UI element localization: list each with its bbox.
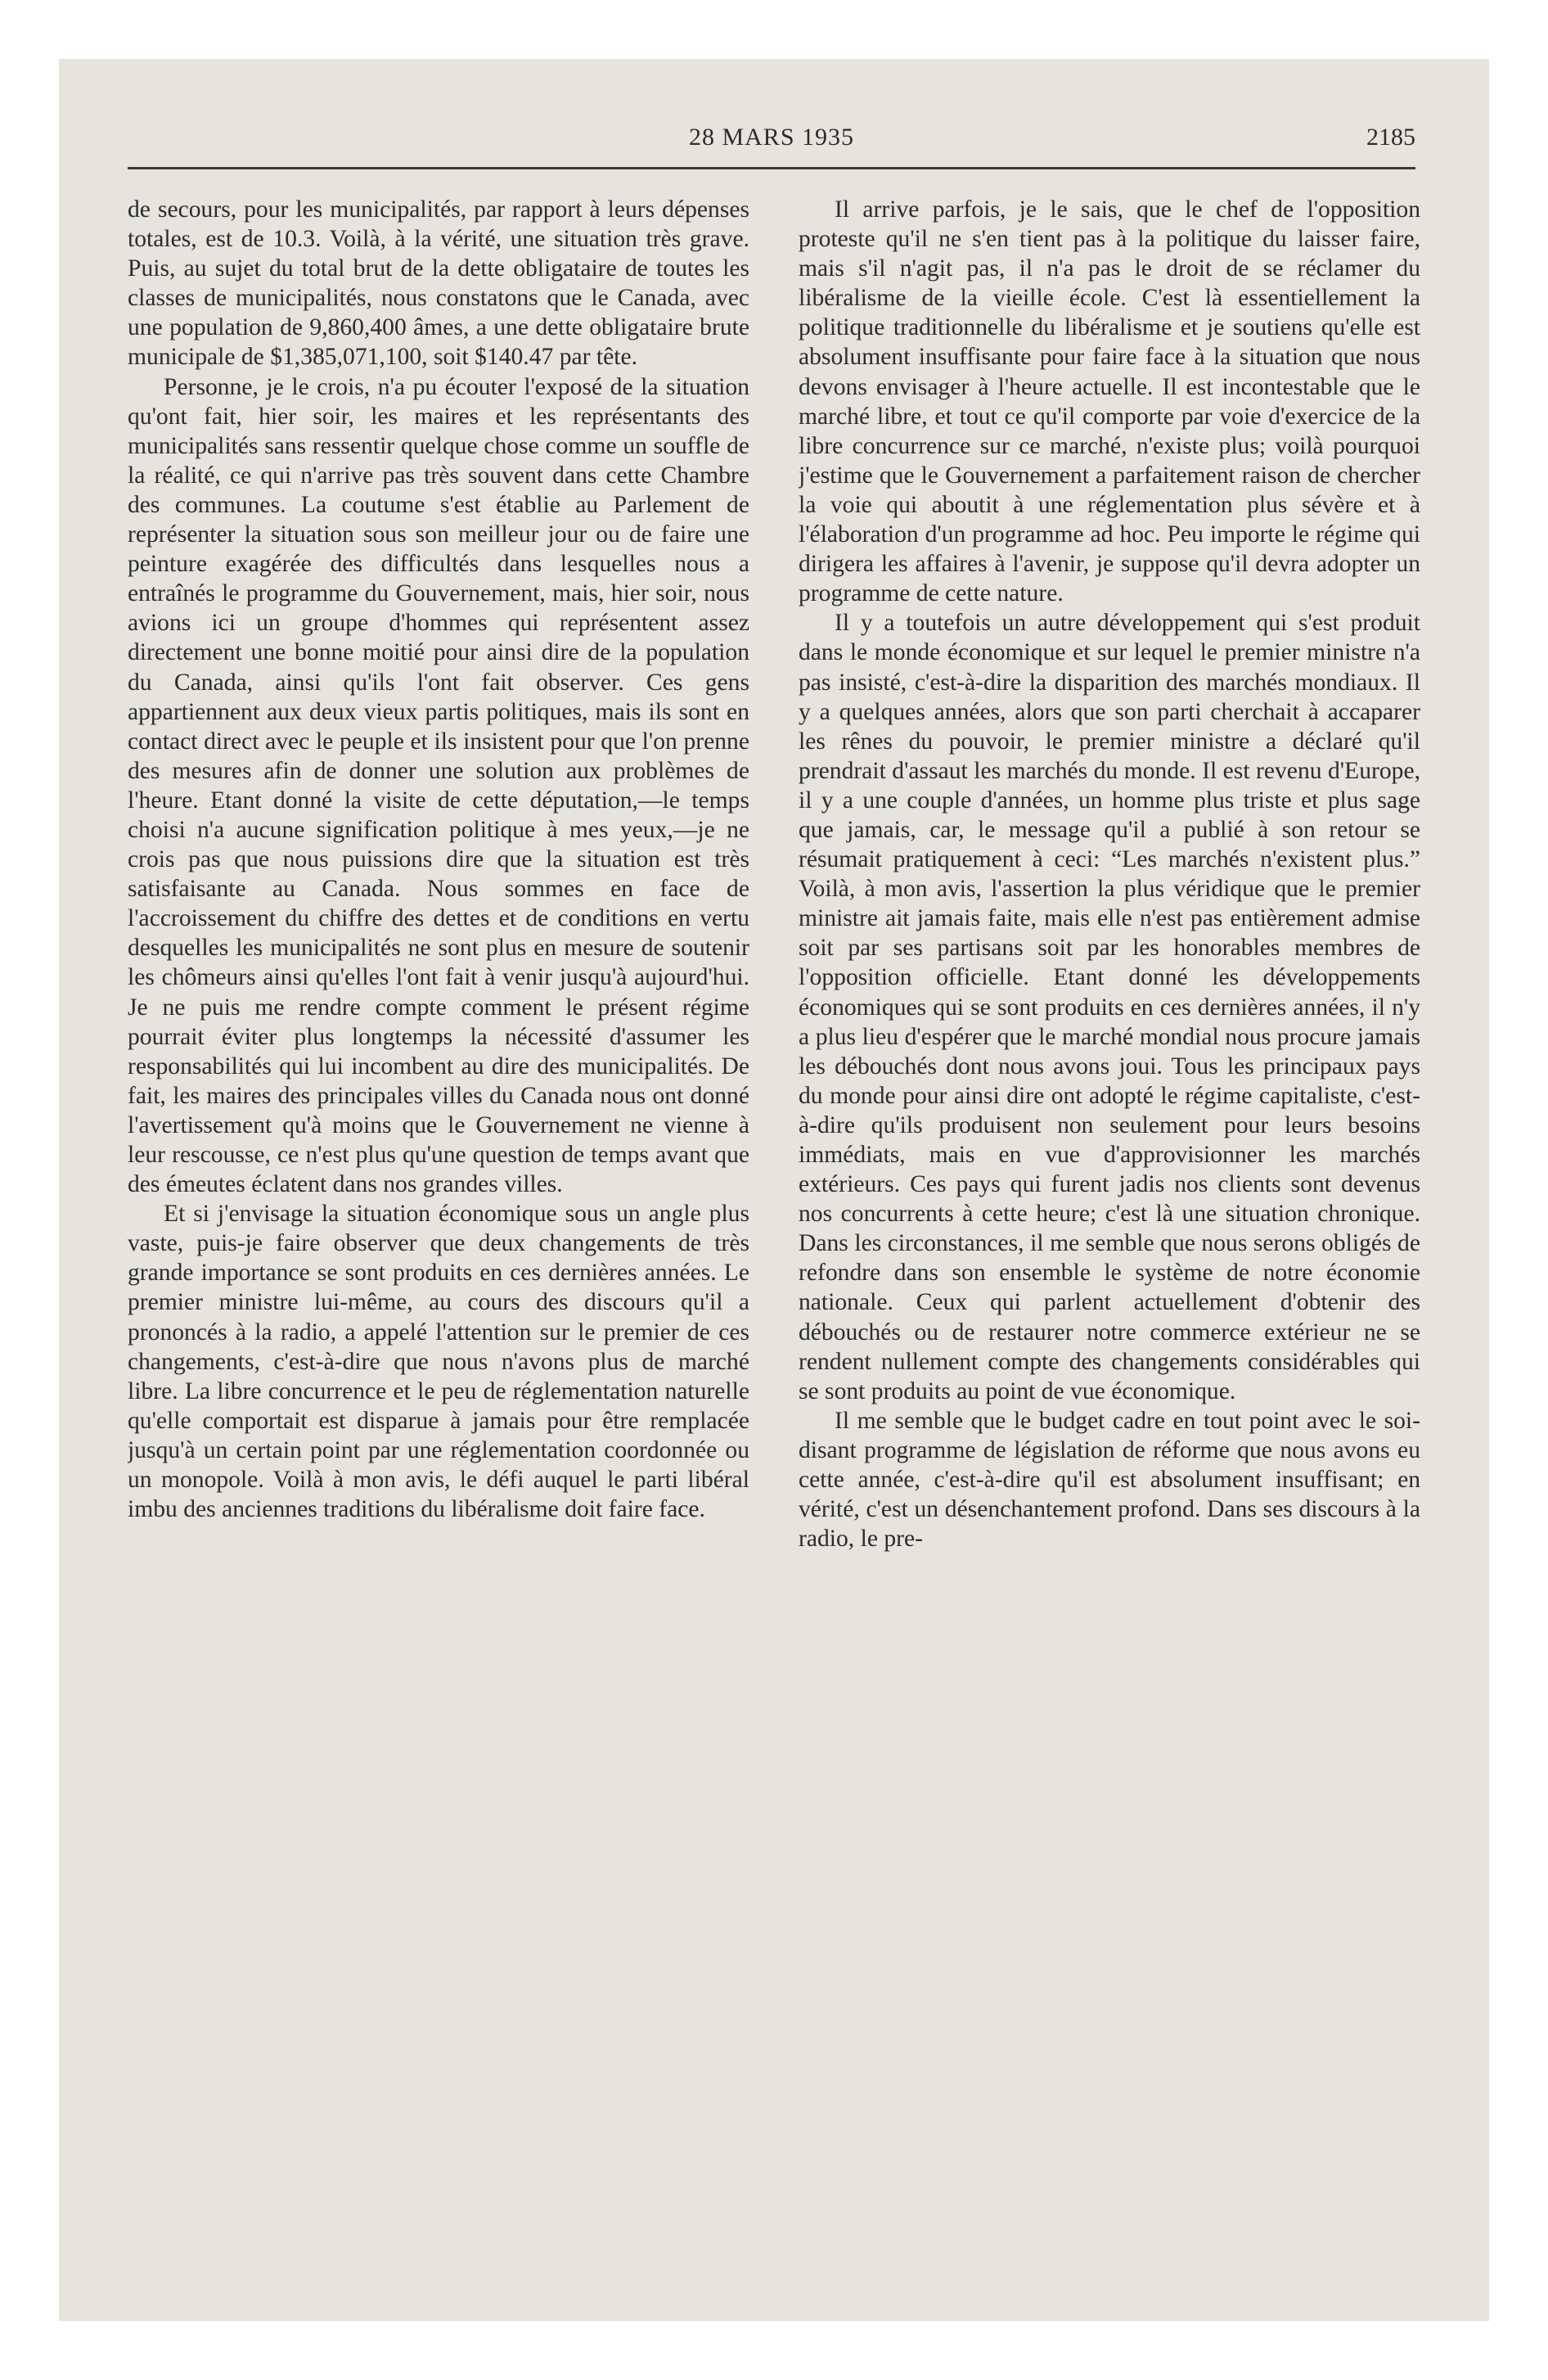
left-column (128, 195, 749, 2241)
right-column (799, 195, 1420, 2241)
paragraph: Et si j'envisage la situation économique sous un angle plus vaste, puis-je faire observer que deux changements de très grande importance se sont produits en ces dernières années. Le premier ministre lui-même, au cours des discours qu'il a prononcés à la radio, a appelé l'attention sur le premier de ces changements, c'est-à-dire que nous n'avons plus de marché libre. La libre concurrence et le peu de réglementation naturelle qu'elle comportait est disparue à jamais pour être remplacée jusqu'à un certain point par une réglementation coordonnée ou un monopole. Voilà à mon avis, le défi auquel le parti libéral imbu des anciennes traditions du libéralisme doit faire face. (128, 1201, 749, 1523)
paragraph: Personne, je le crois, n'a pu écouter l'exposé de la situation qu'ont fait, hier soir, les maires et les représentants des municipalités sans ressentir quelque chose comme un souffle de la réalité, ce qui n'arrive pas très souvent dans cette Chambre des communes. La coutume s'est établie au Parlement de représenter la situation sous son meilleur jour ou de faire une peinture exagérée des difficultés dans lesquelles nous a entraînés le programme du Gouvernement, mais, hier soir, nous avions ici un groupe d'hommes qui représentent assez directement une bonne moitié pour ainsi dire de la population du Canada, ainsi qu'ils l'ont fait observer. Ces gens appartiennent aux deux vieux partis politiques, mais ils sont en contact direct avec le peuple et ils insistent pour que l'on prenne des mesures afin de donner une solution aux problèmes de l'heure. Etant donné la visite de cette députation,—le temps choisi n'a aucune signification politique à mes yeux,—je ne crois pas que nous puissions dire que la situation est très satisfaisante au Canada. Nous sommes en face de l'accroissement du chiffre des dettes et de conditions en vertu desquelles les municipalités ne sont plus en mesure de soutenir les chômeurs ainsi qu'elles l'ont fait à venir jusqu'à aujourd'hui. Je ne puis me rendre compte comment le présent régime pourrait éviter plus longtemps la nécessité d'assumer les responsabilités qui lui incombent au dire des municipalités. De fait, les maires des principales villes du Canada nous ont donné l'avertissement qu'à moins que le Gouvernement ne vienne à leur rescousse, ce n'est plus qu'une question de temps avant que des émeutes éclatent dans nos grandes villes. (128, 373, 749, 1198)
header-rule (128, 167, 1415, 169)
paragraph: de secours, pour les municipalités, par rapport à leurs dépenses totales, est de 10.3. Voilà, à la vérité, une situation très grave. Puis, au sujet du total brut de la dette obligataire de toutes les classes de municipalités, nous constatons que le Canada, avec une population de 9,860,400 âmes, a une dette obligataire brute municipale de $1,385,071,100, soit $140.47 par tête. (128, 196, 749, 371)
paragraph: Il arrive parfois, je le sais, que le chef de l'opposition proteste qu'il ne s'en tient pas à la politique du laisser faire, mais s'il n'agit pas, il n'a pas le droit de se réclamer du libéralisme de la vieille école. C'est là essentiellement la politique traditionnelle du libéralisme et je soutiens qu'elle est absolument insuffisante pour faire face à la situation que nous devons envisager à l'heure actuelle. Il est incontestable que le marché libre, et tout ce qu'il comporte par voie d'exercice de la libre concurrence sur ce marché, n'existe plus; voilà pourquoi j'estime que le Gouvernement a parfaitement raison de chercher la voie qui aboutit à une réglementation plus sévère et à l'élaboration d'un programme ad hoc. Peu importe le régime qui dirigera les affaires à l'avenir, je suppose qu'il devra adopter un programme de cette nature. (799, 196, 1420, 607)
page-number: 2185 (1366, 124, 1415, 151)
paragraph: Il me semble que le budget cadre en tout point avec le soi-disant programme de législation de réforme que nous avons eu cette année, c'est-à-dire qu'il est absolument insuffisant; en vérité, c'est un désenchantement profond. Dans ses discours à la radio, le pre- (799, 1407, 1420, 1553)
page-header (128, 119, 1415, 156)
paragraph: Il y a toutefois un autre développement qui s'est produit dans le monde économique et sur lequel le premier ministre n'a pas insisté, c'est-à-dire la disparition des marchés mondiaux. Il y a quelques années, alors que son parti cherchait à accaparer les rênes du pouvoir, le premier ministre a déclaré qu'il prendrait d'assaut les marchés du monde. Il est revenu d'Europe, il y a une couple d'années, un homme plus triste et plus sage que jamais, car, le message qu'il a publié à son retour se résumait pratiquement à ceci: “Les marchés n'existent plus.” Voilà, à mon avis, l'assertion la plus véridique que le premier ministre ait jamais faite, mais elle n'est pas entièrement admise soit par ses partisans soit par les honorables membres de l'opposition officielle. Etant donné les développements économiques qui se sont produits en ces dernières années, il n'y a plus lieu d'espérer que le marché mondial nous procure jamais les débouchés dont nous avons joui. Tous les principaux pays du monde pour ainsi dire ont adopté le régime capitaliste, c'est-à-dire qu'ils produisent non seulement pour leurs besoins immédiats, mais en vue d'approvisionner les marchés extérieurs. Ces pays qui furent jadis nos clients sont devenus nos concurrents à cette heure; c'est là une situation chronique. Dans les circonstances, il me semble que nous serons obligés de refondre dans son ensemble le système de notre économie nationale. Ceux qui parlent actuellement d'obtenir des débouchés ou de restaurer notre commerce extérieur ne se rendent nullement compte des changements considérables qui se sont produits au point de vue économique. (799, 610, 1420, 1404)
header-date: 28 MARS 1935 (688, 124, 855, 151)
document-page (128, 111, 1420, 2288)
